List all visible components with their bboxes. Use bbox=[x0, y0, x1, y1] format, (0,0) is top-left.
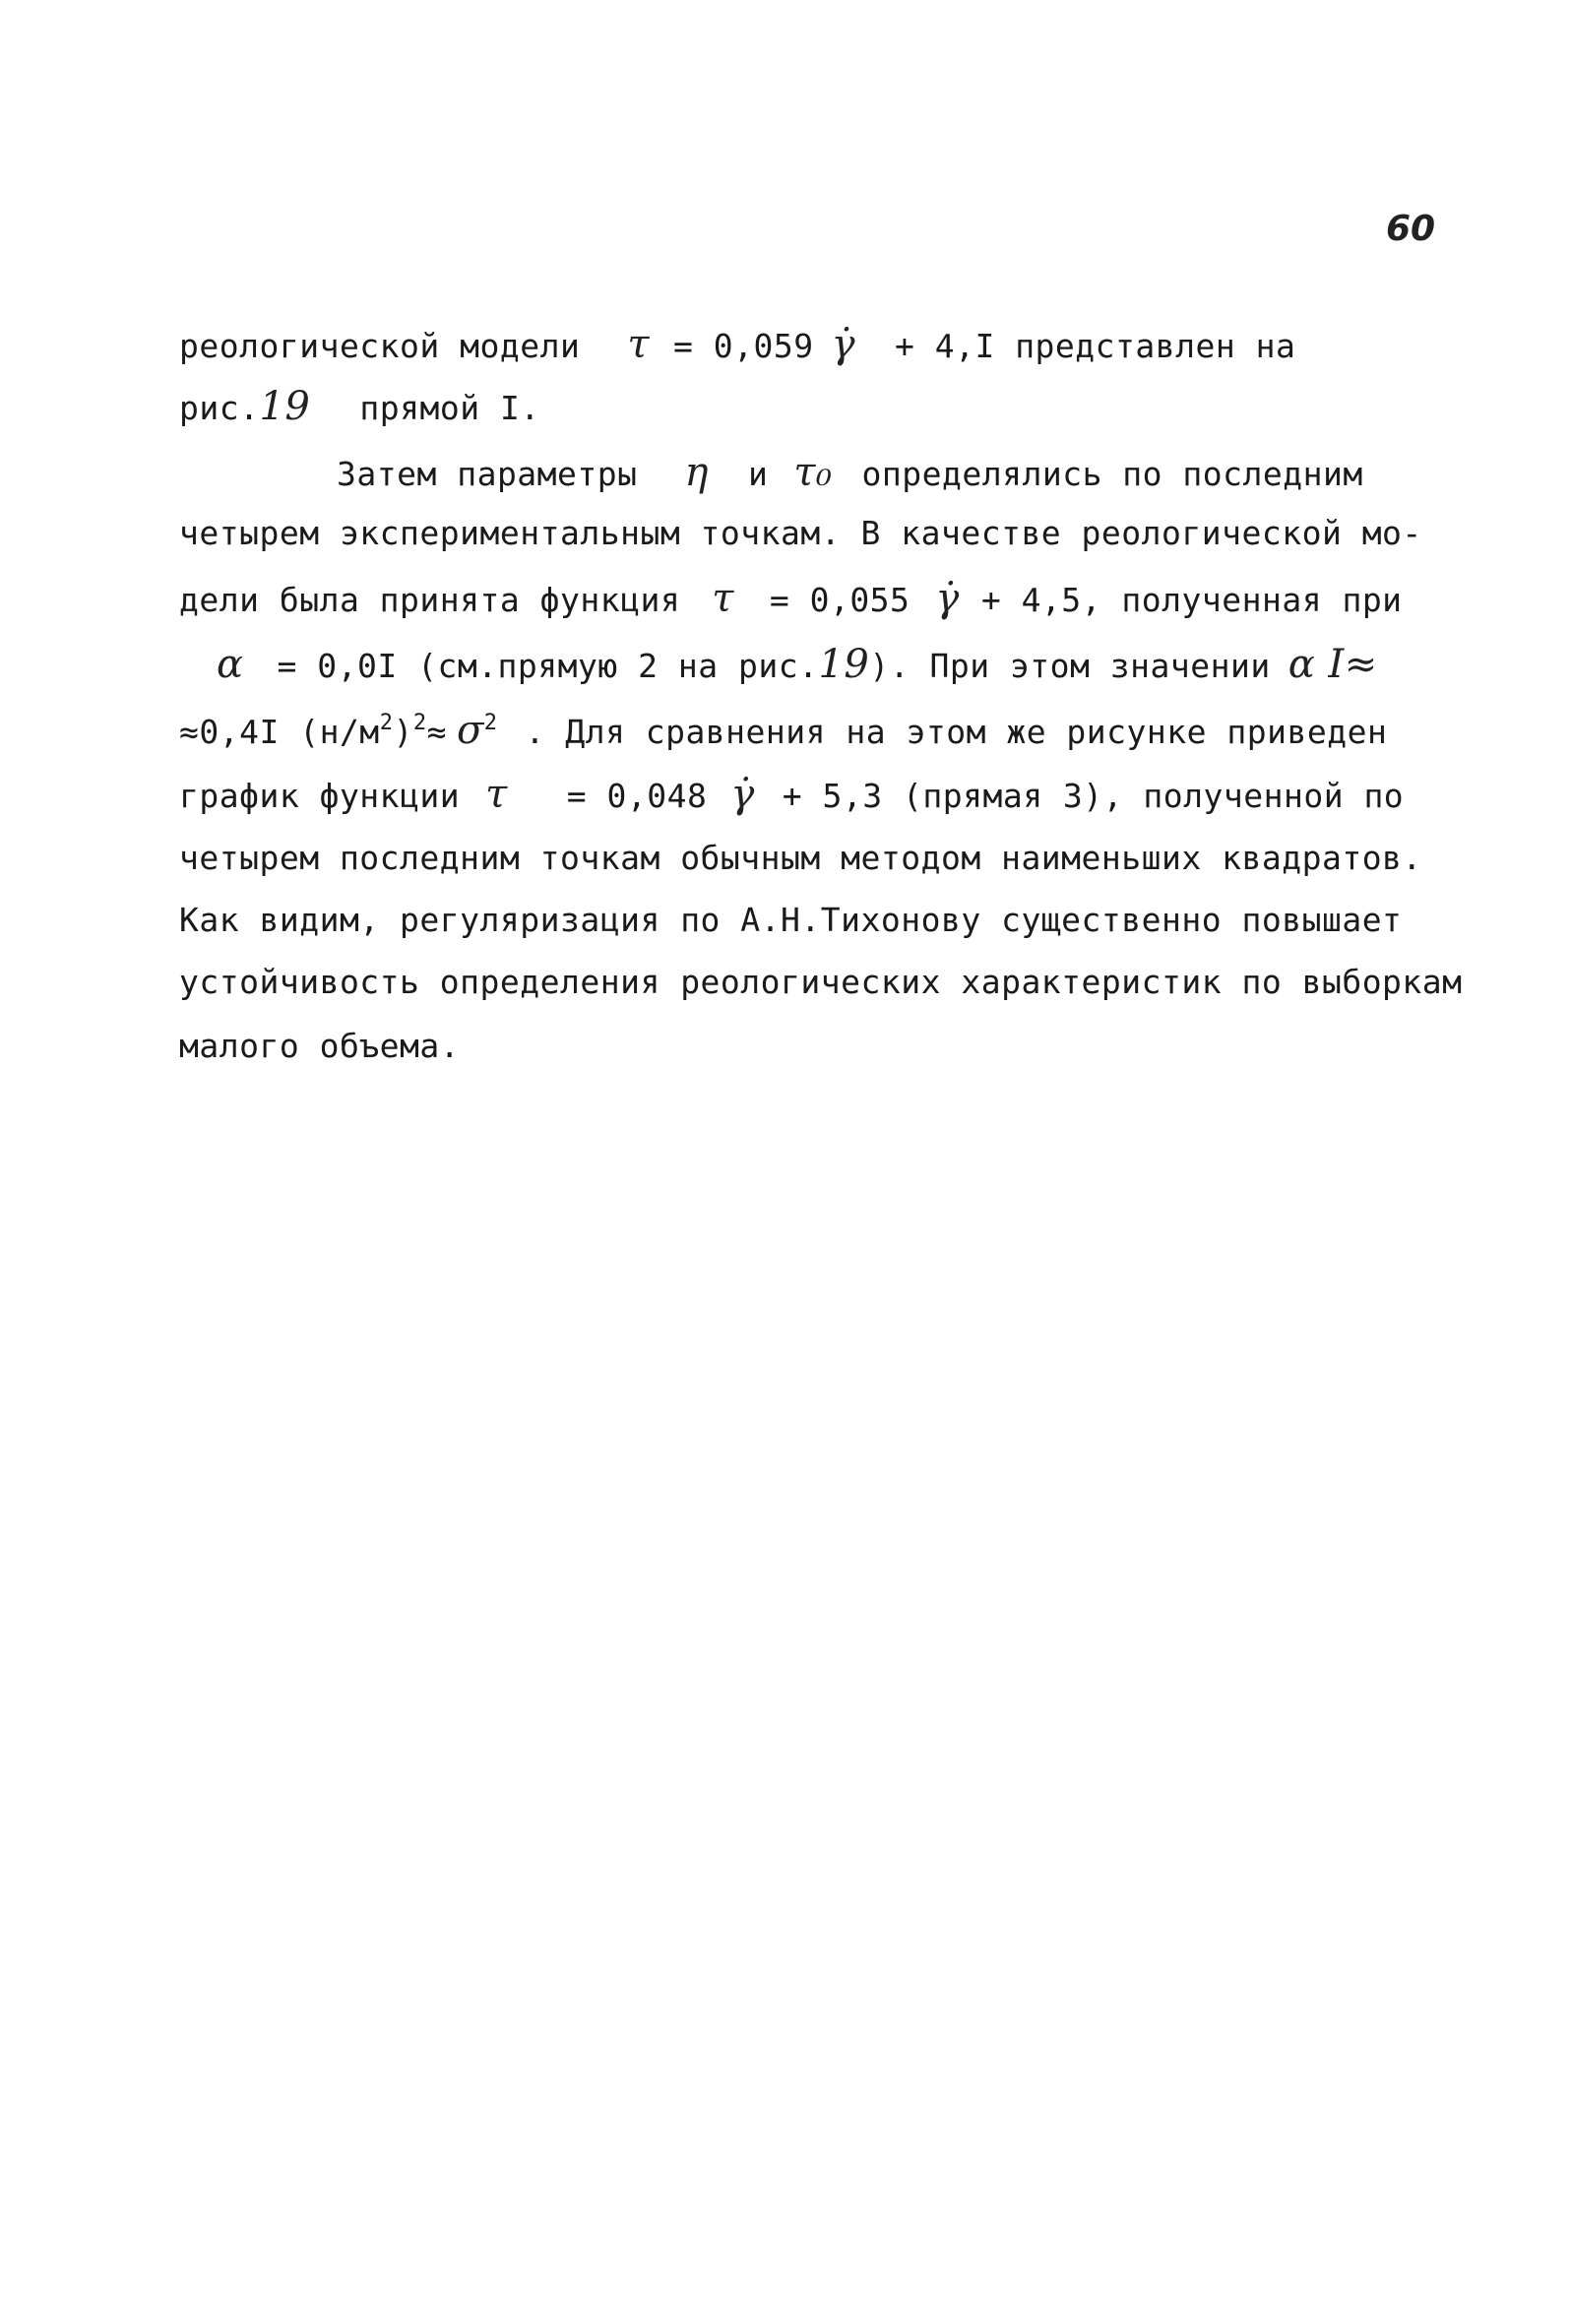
text: устойчивость определения реологических характеристик по выборкам bbox=[179, 963, 1463, 1001]
tau-symbol: τ bbox=[485, 772, 508, 817]
text: Как видим, регуляризация по А.Н.Тихонову существенно повышает bbox=[179, 901, 1403, 939]
text-line-5 bbox=[179, 576, 1403, 621]
text: рис. bbox=[179, 389, 260, 427]
text: + 5,3 (прямая 3), полученной по bbox=[782, 777, 1405, 815]
text-line-7 bbox=[179, 708, 1388, 753]
text: . Для сравнения на этом же рисунке приведен bbox=[525, 713, 1388, 751]
tau-symbol: τ bbox=[712, 576, 734, 621]
text: + 4,I представлен на bbox=[894, 327, 1296, 365]
text-line-3 bbox=[337, 450, 1363, 495]
text: = 0,055 bbox=[769, 581, 911, 619]
text: = 0,0I (см.прямую 2 на рис. bbox=[277, 647, 819, 685]
text-line-10 bbox=[179, 901, 1402, 940]
text: Затем параметры bbox=[337, 455, 638, 493]
text: график функции bbox=[179, 777, 461, 815]
text-line-4 bbox=[179, 514, 1422, 553]
text: четырем последним точкам обычным методом наименьших квадратов. bbox=[179, 839, 1422, 877]
text-line-12 bbox=[179, 1027, 460, 1066]
text: ≈ bbox=[426, 713, 447, 751]
superscript: 2 bbox=[379, 711, 394, 735]
text: ) bbox=[393, 713, 413, 751]
text: реологической модели bbox=[179, 327, 581, 365]
text: ≈0,4I (н/м bbox=[179, 713, 380, 751]
text: + 4,5, полученная при bbox=[980, 581, 1403, 619]
text: определялись по последним bbox=[861, 455, 1363, 493]
gamma-dot-symbol: γ̇ bbox=[935, 576, 960, 621]
eta-symbol: η bbox=[684, 450, 709, 495]
superscript: 2 bbox=[412, 711, 427, 735]
text: прямой I. bbox=[359, 389, 540, 427]
tau-symbol: τ bbox=[627, 322, 650, 367]
text: четырем экспериментальным точкам. В качестве реологической мо- bbox=[179, 514, 1422, 552]
page-number: 60 bbox=[1386, 209, 1436, 249]
gamma-dot-symbol: γ̇ bbox=[831, 322, 855, 367]
text: ). При этом значении bbox=[869, 647, 1271, 685]
text-line-8 bbox=[179, 772, 1405, 817]
handwritten-figure-number: 19 bbox=[818, 642, 870, 687]
tau-zero-symbol: τ₀ bbox=[793, 450, 833, 495]
gamma-dot-symbol: γ̇ bbox=[730, 772, 755, 817]
text: дели была принята функция bbox=[179, 581, 681, 619]
alpha-symbol: α I≈ bbox=[1287, 642, 1378, 687]
text: и bbox=[747, 455, 769, 493]
text-line-9 bbox=[179, 839, 1422, 878]
text-line-6 bbox=[217, 642, 1378, 687]
alpha-symbol: α bbox=[217, 642, 244, 687]
text: = 0,059 bbox=[673, 327, 814, 365]
text: малого объема. bbox=[179, 1027, 461, 1065]
sigma-symbol: σ bbox=[456, 708, 484, 753]
handwritten-figure-number: 19 bbox=[259, 384, 311, 429]
text-line-2 bbox=[179, 384, 540, 429]
text: = 0,048 bbox=[566, 777, 708, 815]
superscript: 2 bbox=[483, 711, 498, 735]
text-line-11 bbox=[179, 963, 1463, 1002]
text-line-1 bbox=[179, 322, 1296, 367]
